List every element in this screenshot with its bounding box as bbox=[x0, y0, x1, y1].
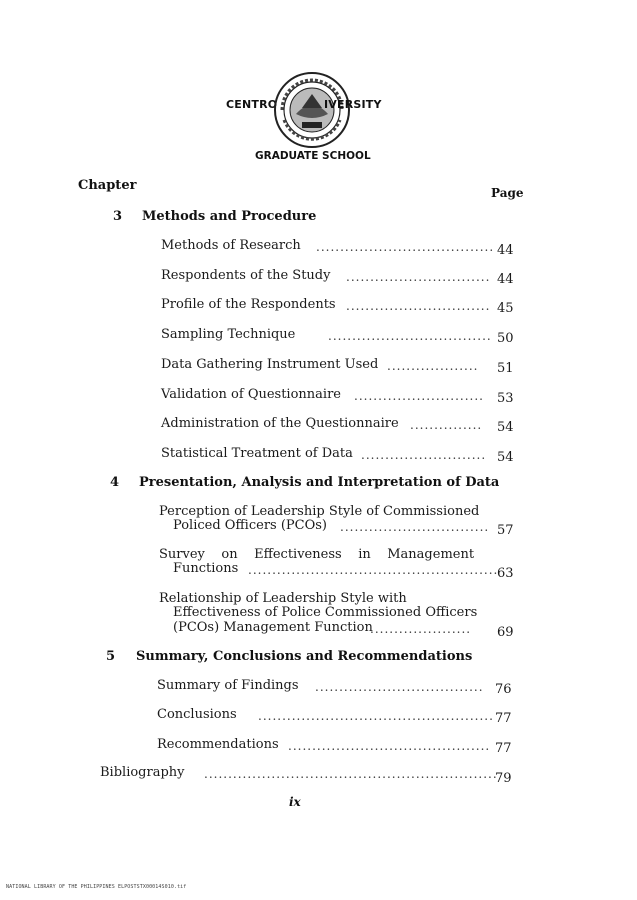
chapter-column-heading: Chapter bbox=[78, 178, 137, 193]
roman-page-number: ix bbox=[289, 795, 301, 809]
page-number: 77 bbox=[495, 711, 512, 726]
page-number: 57 bbox=[497, 523, 514, 538]
toc-entry: Data Gathering Instrument Used bbox=[161, 357, 379, 372]
dot-leader: ............... bbox=[410, 418, 483, 432]
page-column-heading: Page bbox=[491, 186, 524, 200]
toc-entry: Summary of Findings bbox=[157, 678, 299, 693]
page-number: 76 bbox=[495, 682, 512, 697]
dot-leader: .......................... bbox=[361, 448, 487, 462]
toc-entry: Profile of the Respondents bbox=[161, 297, 336, 312]
dot-leader: .............................. bbox=[346, 299, 491, 313]
chapter-number: 3 bbox=[113, 209, 123, 224]
toc-entry: Statistical Treatment of Data bbox=[161, 446, 353, 461]
page-number: 45 bbox=[497, 301, 514, 316]
chapter-title: Methods and Procedure bbox=[142, 209, 317, 224]
toc-entry-line: Functions bbox=[173, 561, 239, 576]
page-number: 53 bbox=[497, 391, 514, 406]
chapter-number: 4 bbox=[110, 475, 120, 490]
chapter-number: 5 bbox=[106, 649, 116, 664]
dot-leader: .............................. bbox=[346, 270, 491, 284]
dot-leader: .......................................... bbox=[288, 739, 491, 753]
dot-leader: ................................... bbox=[315, 680, 484, 694]
toc-entry: Conclusions bbox=[157, 707, 237, 722]
dot-leader: ............................... bbox=[340, 520, 490, 534]
page-number: 44 bbox=[497, 272, 514, 287]
toc-entry: Recommendations bbox=[157, 737, 279, 752]
toc-entry: Sampling Technique bbox=[161, 327, 296, 342]
page-number: 63 bbox=[497, 566, 514, 581]
graduate-school-heading: GRADUATE SCHOOL bbox=[255, 150, 371, 162]
dot-leader: ................................................. bbox=[258, 709, 494, 723]
page-number: 50 bbox=[497, 331, 514, 346]
toc-entry-line: Effectiveness of Police Commissioned Officers bbox=[173, 605, 478, 620]
letterhead bbox=[0, 62, 637, 172]
dot-leader: ................... bbox=[387, 359, 479, 373]
library-stamp: NATIONAL LIBRARY OF THE PHILIPPINES ELPOSTSTX00014S010.tif bbox=[6, 884, 187, 890]
dot-leader: .................................................... bbox=[248, 563, 499, 577]
dot-leader: ..................................... bbox=[316, 240, 495, 254]
chapter-title: Presentation, Analysis and Interpretation of Data bbox=[139, 475, 500, 490]
page-number: 44 bbox=[497, 243, 514, 258]
dot-leader: ..................... bbox=[370, 622, 472, 636]
page-number: 51 bbox=[497, 361, 514, 376]
page-number: 77 bbox=[495, 741, 512, 756]
toc-entry: Validation of Questionnaire bbox=[161, 387, 341, 402]
bibliography-entry: Bibliography bbox=[100, 765, 185, 780]
toc-entry-line: Perception of Leadership Style of Commissioned bbox=[159, 504, 480, 519]
toc-entry: Administration of the Questionnaire bbox=[161, 416, 399, 431]
dot-leader: ............................................................. bbox=[204, 767, 498, 781]
page-number: 79 bbox=[495, 771, 512, 786]
university-name-left: CENTRO bbox=[226, 98, 278, 111]
dot-leader: .................................. bbox=[328, 329, 492, 343]
page-number: 54 bbox=[497, 450, 514, 465]
toc-entry-line: Relationship of Leadership Style with bbox=[159, 591, 407, 606]
toc-entry-line: Policed Officers (PCOs) bbox=[173, 518, 328, 533]
university-name-right: IVERSITY bbox=[324, 98, 382, 111]
toc-entry: Methods of Research bbox=[161, 238, 301, 253]
toc-entry-line: Survey on Effectiveness in Management bbox=[159, 547, 475, 562]
toc-entry: Respondents of the Study bbox=[161, 268, 331, 283]
chapter-title: Summary, Conclusions and Recommendations bbox=[136, 649, 473, 664]
page-number: 69 bbox=[497, 625, 514, 640]
dot-leader: ........................... bbox=[354, 389, 484, 403]
toc-entry-line: (PCOs) Management Function bbox=[173, 620, 373, 635]
page-number: 54 bbox=[497, 420, 514, 435]
